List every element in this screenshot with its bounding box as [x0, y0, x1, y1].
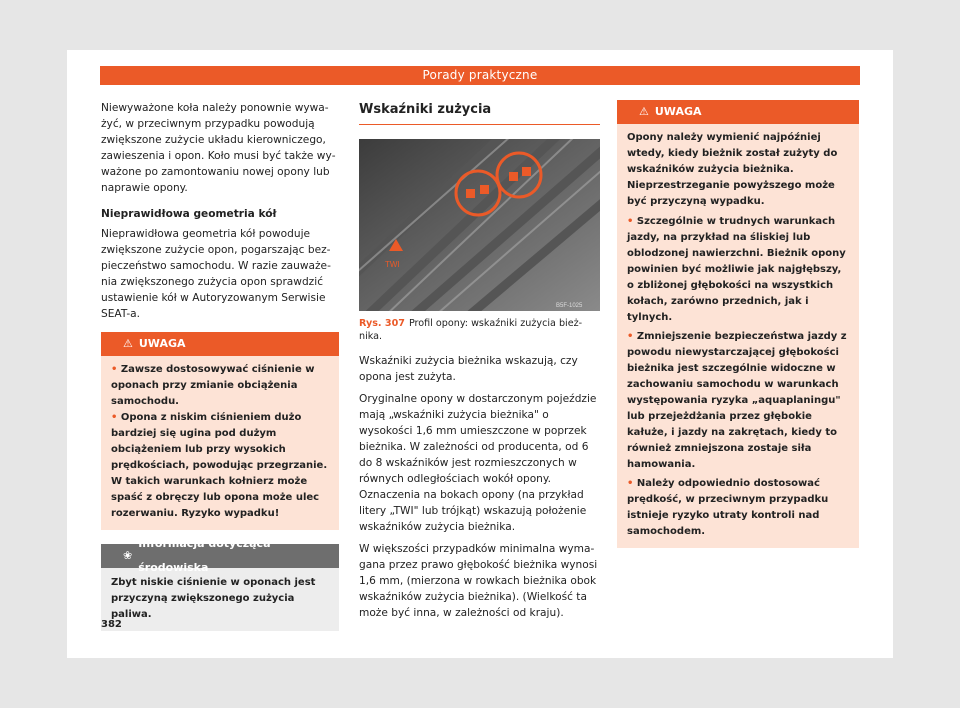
page-number: 382: [101, 619, 122, 630]
paragraph-1: Wskaźniki zużycia bieżnika wskazują, czy opona jest zużyta.: [359, 355, 578, 383]
column-right: [617, 100, 859, 548]
warning-title: UWAGA: [654, 105, 702, 118]
warning-intro: Opony należy wymienić najpóźniej wtedy, kiedy bieżnik został zużyty do wskaźników zużycia bieżnika. Nieprzestrzeganie powyższego może być przyczyną wypadku.: [627, 132, 838, 207]
environment-box: [101, 537, 339, 631]
warning-box-right: [617, 100, 859, 548]
tire-tread-figure: [359, 139, 600, 311]
warning-header: [617, 100, 859, 124]
environment-text: Zbyt niskie ciśnienie w oponach jest przyczyną zwiększonego zużycia paliwa.: [111, 577, 316, 620]
column-left: [101, 100, 339, 631]
warning-box: [101, 332, 339, 530]
column-middle: [359, 100, 600, 627]
warning-item: • Należy odpowiednio dostosować prędkość, w przeciwnym przypadku istnieje ryzyko utraty kontroli nad samochodem.: [627, 478, 829, 537]
warning-icon: ⚠: [123, 337, 133, 350]
leaf-icon: ❀: [123, 549, 133, 562]
geometry-subheading: Nieprawidłowa geometria kół: [101, 208, 277, 220]
warning-title: UWAGA: [138, 337, 186, 350]
warning-header: [101, 332, 339, 356]
warning-item: • Opona z niskim ciśnieniem dużo bardziej się ugina pod dużym obciążeniem lub przy wysokich prędkościach, powodując przegrzanie. W takich warunkach kołnierz może spaść z obręczy lub opona może ulec rozerwaniu. Ryzyko wypadku!: [111, 412, 328, 519]
section-rule: [359, 124, 600, 125]
figure-caption: Rys. 307 Profil opony: wskaźniki zużycia bieżnika.: [359, 318, 583, 342]
environment-title: Informacja dotycząca środowiska: [138, 537, 271, 574]
paragraph-3: W większości przypadków minimalna wymagana przez prawo głębokość bieżnika wynosi 1,6 mm, (mierzona w rowkach bieżnika obok wskaźników zużycia bieżnika). (Wielkość ta może być inna, w zależności od kraju).: [359, 543, 598, 619]
warning-icon: ⚠: [639, 105, 649, 118]
warning-item: • Zawsze dostosowywać ciśnienie w oponach przy zmianie obciążenia samochodu.: [111, 364, 315, 407]
figure-label: Rys. 307: [359, 318, 405, 329]
warning-item: • Zmniejszenie bezpieczeństwa jazdy z powodu niewystarczającej głębokości bieżnika jest szczególnie widoczne w zachowaniu samochodu w warunkach występowania ryzyka „aquaplaningu" lub przejeżdżania przez głębokie kałuże, i jazdy na zakrętach, kiedy to również zmniejszona zostaje siła hamowania.: [627, 331, 847, 470]
environment-header: [101, 537, 339, 574]
paragraph-2: Oryginalne opony w dostarczonym pojeździe mają „wskaźniki zużycia bieżnika" o wysokości 1,6 mm umieszczone w poprzek bieżnika. W zależności od producenta, od 6 do 8 wskaźników jest rozmieszczonych w równych odległościach wokół opony. Oznaczenia na bokach opony (na przykład litery „TWI" lub trójkąt) wskazują położenie wskaźników zużycia bieżnika.: [359, 393, 597, 533]
tire-tread-illustration: [359, 139, 600, 311]
figure-code: B5F-1025: [556, 303, 583, 309]
warning-item: • Szczególnie w trudnych warunkach jazdy, na przykład na śliskiej lub oblodzonej nawierzchni. Bieżnik opony powinien być możliwie jak najgłębszy, o zbliżonej głębokości na wszystkich kołach, zarówno przednich, jak i tylnych.: [627, 216, 846, 323]
section-title: Wskaźniki zużycia: [359, 102, 492, 117]
intro-paragraph: Niewyważone koła należy ponownie wyważyć, w przeciwnym przypadku powodują zwiększone zużycie układu kierowniczego, zawieszenia i opon. Koło musi być także wyważone po zamontowaniu nowej opony lub naprawie opony.: [101, 102, 336, 194]
geometry-paragraph: Nieprawidłowa geometria kół powoduje zwiększone zużycie opon, pogarszając bezpieczeństwo samochodu. W razie zauważenia zwiększonego zużycia opon sprawdzić ustawienie kół w Autoryzowanym Serwisie SEAT-a.: [101, 228, 331, 320]
twi-marking: TWI: [385, 260, 400, 269]
page-header: Porady praktyczne: [100, 66, 860, 85]
